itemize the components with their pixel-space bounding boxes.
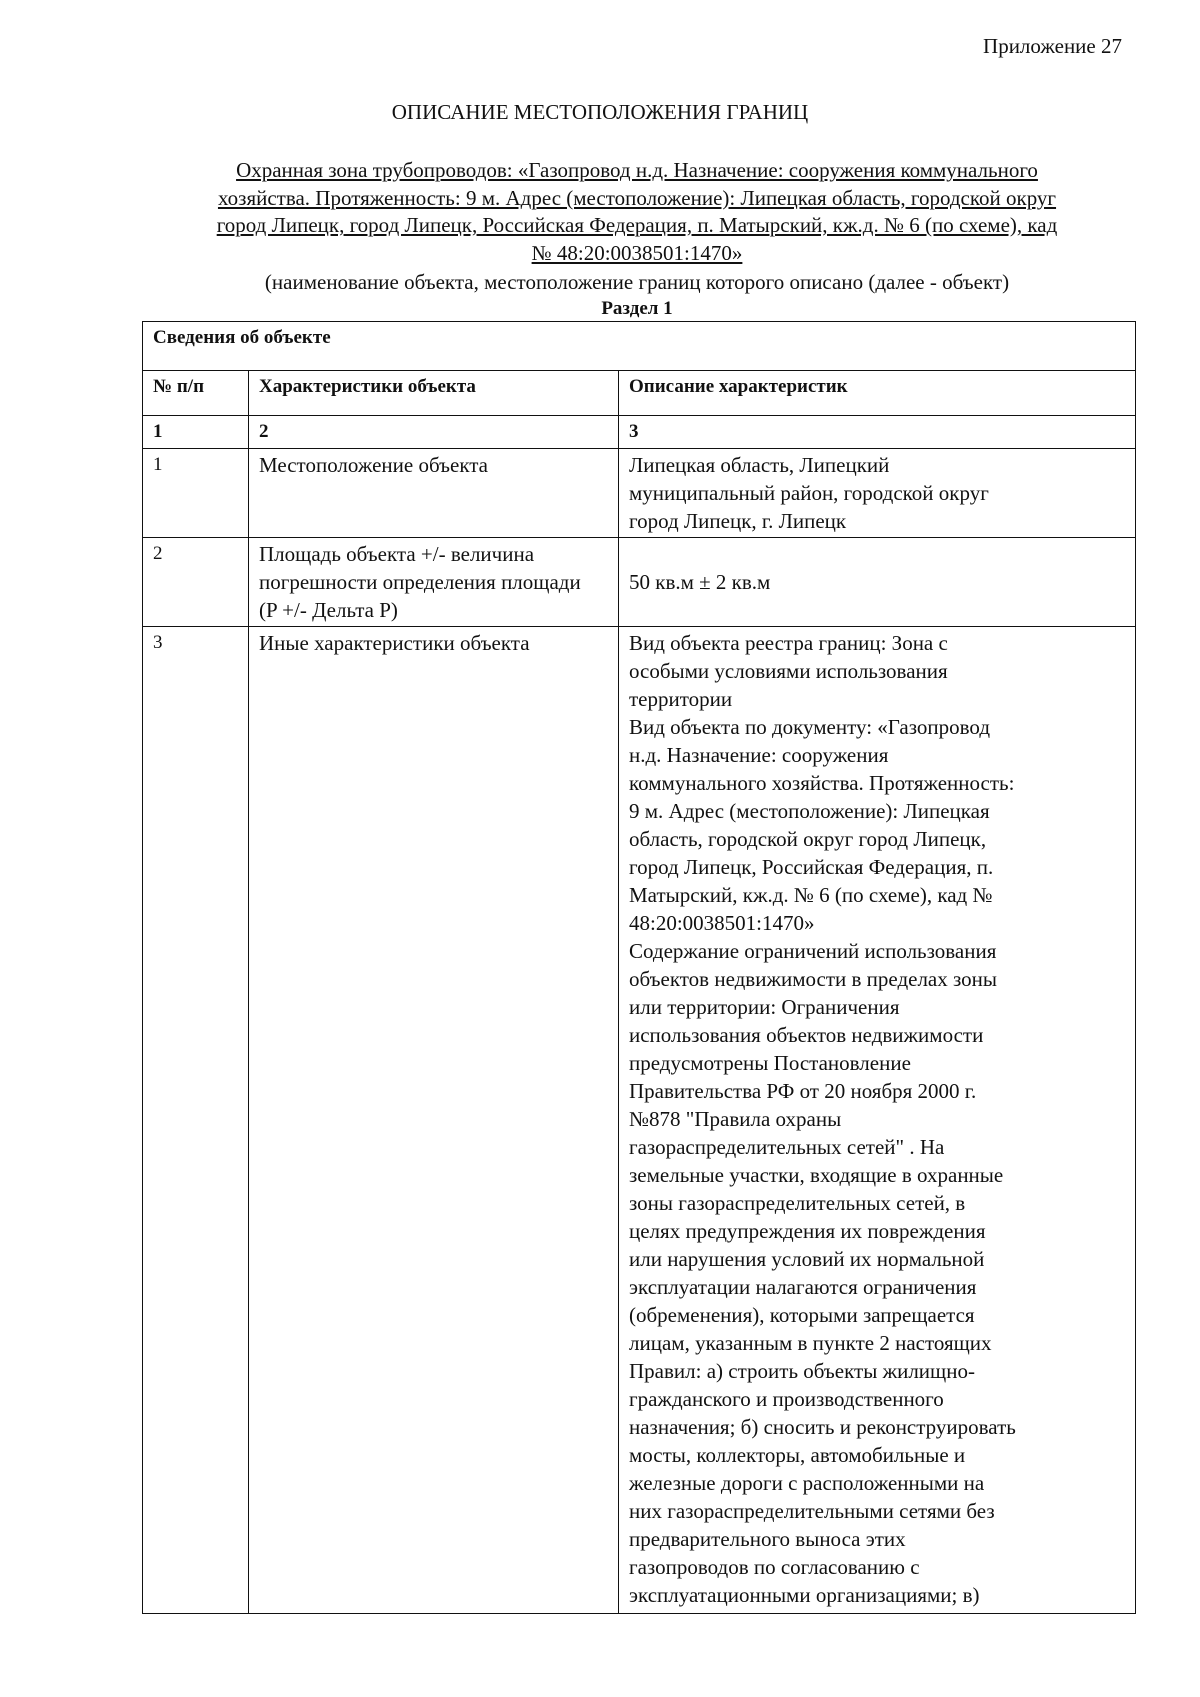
description-line: особыми условиями использования <box>629 659 948 683</box>
object-name-line: город Липецк, город Липецк, Российская Федерация, п. Матырский, кж.д. № 6 (по схеме), кад <box>216 213 1058 237</box>
table-header-row <box>143 371 1136 416</box>
description-line: земельные участки, входящие в охранные <box>629 1163 1004 1187</box>
appendix-label: Приложение 27 <box>983 34 1122 58</box>
description-line: назначения; б) сносить и реконструировать <box>629 1415 1016 1439</box>
description-line: эксплуатации налагаются ограничения <box>629 1275 977 1299</box>
document-title: ОПИСАНИЕ МЕСТОПОЛОЖЕНИЯ ГРАНИЦ <box>391 100 809 124</box>
table-row <box>143 538 1136 627</box>
table-row <box>143 627 1136 1614</box>
column-number: 2 <box>249 416 619 449</box>
row-characteristic: Местоположение объекта <box>249 449 619 538</box>
description-line: город Липецк, г. Липецк <box>629 509 847 533</box>
description-line: них газораспределительными сетями без <box>629 1499 995 1523</box>
description-line: Правительства РФ от 20 ноября 2000 г. <box>629 1079 977 1103</box>
characteristic-line: Площадь объекта +/- величина <box>259 542 535 566</box>
description-line: целях предупреждения их повреждения <box>629 1219 986 1243</box>
object-name-line: хозяйства. Протяженность: 9 м. Адрес (местоположение): Липецкая область, городской округ <box>217 185 1057 210</box>
section-heading: Раздел 1 <box>601 298 673 319</box>
column-number: 1 <box>143 416 249 449</box>
row-description <box>619 449 1136 538</box>
description-line: предварительного выноса этих <box>629 1527 906 1551</box>
description-line: н.д. Назначение: сооружения <box>629 743 889 767</box>
object-name-caption: (наименование объекта, местоположение границ которого описано (далее - объект) <box>264 270 1010 294</box>
description-line: Содержание ограничений использования <box>629 939 997 963</box>
description-line: №878 "Правила охраны <box>629 1107 842 1131</box>
description-line: использования объектов недвижимости <box>629 1023 984 1047</box>
column-header-characteristic: Характеристики объекта <box>249 371 619 416</box>
column-numbers-row <box>143 416 1136 449</box>
description-line: мосты, коллекторы, автомобильные и <box>629 1443 966 1467</box>
description-line: город Липецк, Российская Федерация, п. <box>629 855 994 879</box>
description-line: 48:20:0038501:1470» <box>629 911 815 935</box>
description-line: эксплуатационными организациями; в) <box>629 1583 980 1607</box>
column-header-description: Описание характеристик <box>619 371 1136 416</box>
object-info-table <box>142 321 1136 1614</box>
column-header-number: № п/п <box>143 371 249 416</box>
description-line: лицам, указанным в пункте 2 настоящих <box>629 1331 992 1355</box>
description-line: муниципальный район, городской округ <box>629 481 989 505</box>
description-line: железные дороги с расположенными на <box>629 1471 985 1495</box>
description-line: газопроводов по согласованию с <box>629 1555 920 1579</box>
description-line: Правил: а) строить объекты жилищно- <box>629 1359 975 1383</box>
description-line: или нарушения условий их нормальной <box>629 1247 985 1271</box>
description-line: зоны газораспределительных сетей, в <box>629 1191 966 1215</box>
description-line: гражданского и производственного <box>629 1387 944 1411</box>
description-line: или территории: Ограничения <box>629 995 900 1019</box>
description-line: область, городской округ город Липецк, <box>629 827 987 851</box>
object-name <box>140 157 1134 267</box>
row-characteristic <box>249 538 619 627</box>
row-characteristic: Иные характеристики объекта <box>249 627 619 1614</box>
description-line: территории <box>629 687 733 711</box>
description-line: газораспределительных сетей" . На <box>629 1135 945 1159</box>
row-number: 1 <box>143 449 249 538</box>
characteristic-line: (P +/- Дельта P) <box>259 598 398 622</box>
column-number: 3 <box>619 416 1136 449</box>
description-line: объектов недвижимости в пределах зоны <box>629 967 998 991</box>
description-line: коммунального хозяйства. Протяженность: <box>629 771 1015 795</box>
row-description <box>619 627 1136 1614</box>
description-line: (обременения), которыми запрещается <box>629 1303 975 1327</box>
table-caption: Сведения об объекте <box>143 322 1136 371</box>
description-line: предусмотрены Постановление <box>629 1051 911 1075</box>
object-name-line: Охранная зона трубопроводов: «Газопровод н.д. Назначение: сооружения коммунального <box>236 158 1038 182</box>
description-line: 9 м. Адрес (местоположение): Липецкая <box>629 799 990 823</box>
description-line: Вид объекта по документу: «Газопровод <box>629 715 991 739</box>
object-name-line: № 48:20:0038501:1470» <box>531 240 743 265</box>
table-row <box>143 449 1136 538</box>
description-line: Вид объекта реестра границ: Зона с <box>629 631 948 655</box>
characteristic-line: погрешности определения площади <box>259 570 581 594</box>
row-description: 50 кв.м ± 2 кв.м <box>619 538 1136 627</box>
row-number: 2 <box>143 538 249 627</box>
description-line: Матырский, кж.д. № 6 (по схеме), кад № <box>629 883 993 907</box>
table-caption-row <box>143 322 1136 371</box>
row-number: 3 <box>143 627 249 1614</box>
description-line: Липецкая область, Липецкий <box>629 453 890 477</box>
